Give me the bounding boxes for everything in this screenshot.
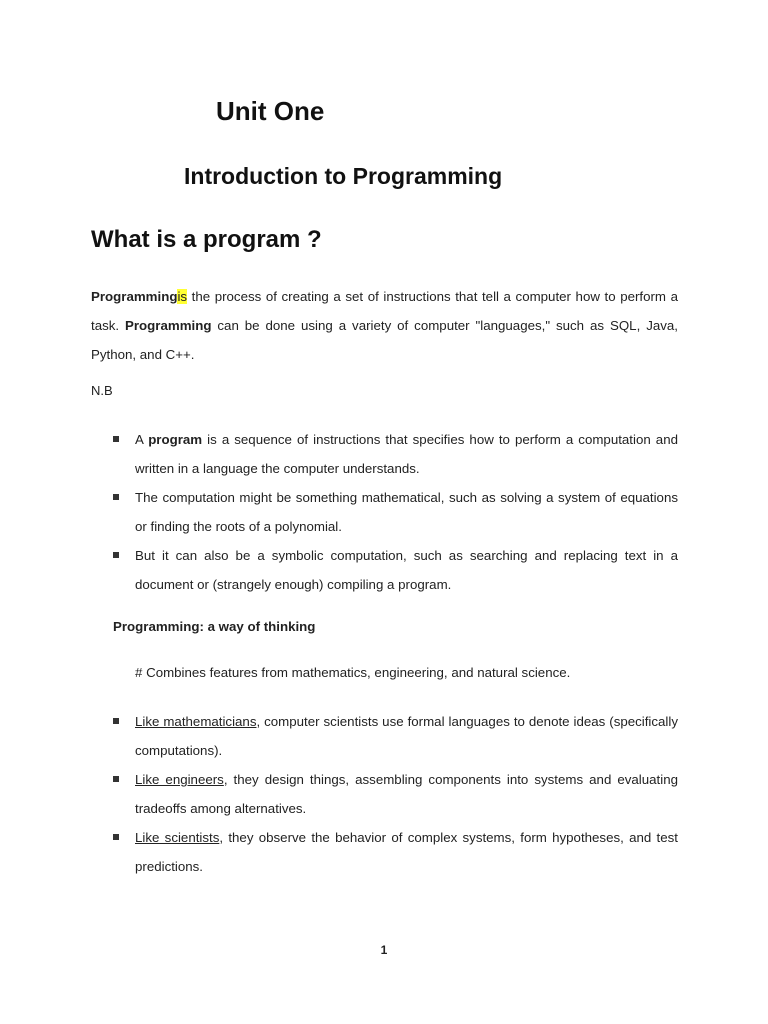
bold-term: program: [148, 432, 203, 447]
nb-label: N.B: [91, 383, 113, 398]
intro-text: can be done using a variety of computer "languages," such as SQL, Java, Python, and C++.: [91, 318, 678, 362]
item-text: , they observe the behavior of complex systems, form hypotheses, and test predictions.: [135, 830, 678, 874]
item-text: , computer scientists use formal languages to denote ideas (specifically computations).: [135, 714, 678, 758]
thinking-bullet-list: [113, 707, 678, 881]
underlined-term: Like mathematicians: [135, 714, 257, 729]
item-text: is a sequence of instructions that specifies how to perform a computation and written in a language the computer understands.: [135, 432, 678, 476]
list-item: [113, 425, 678, 483]
combines-note: # Combines features from mathematics, engineering, and natural science.: [135, 665, 571, 680]
item-text: , they design things, assembling components into systems and evaluating tradeoffs among alternatives.: [135, 772, 678, 816]
item-text: The computation might be something mathematical, such as solving a system of equations or finding the roots of a polynomial.: [135, 490, 678, 534]
square-bullet-icon: [113, 494, 119, 500]
highlighted-word: is: [177, 289, 188, 304]
bold-term: Programming: [91, 289, 178, 304]
unit-title: Unit One: [216, 96, 325, 126]
square-bullet-icon: [113, 552, 119, 558]
nb-bullet-list: [113, 425, 678, 599]
underlined-term: Like scientists: [135, 830, 220, 845]
intro-text: the process of creating a set of instructions that tell a computer how to perform a task.: [91, 289, 678, 333]
intro-paragraph: [91, 282, 678, 369]
item-text: But it can also be a symbolic computation, such as searching and replacing text in a document or (strangely enough) compiling a program.: [135, 548, 678, 592]
square-bullet-icon: [113, 436, 119, 442]
list-item: [113, 707, 678, 765]
list-item: [113, 483, 678, 541]
bold-term: Programming: [125, 318, 212, 333]
list-item: [113, 541, 678, 599]
underlined-term: Like engineers: [135, 772, 224, 787]
list-item: [113, 765, 678, 823]
square-bullet-icon: [113, 834, 119, 840]
section-heading: What is a program ?: [91, 226, 322, 253]
page-number: 1: [380, 943, 388, 957]
square-bullet-icon: [113, 776, 119, 782]
item-text: A: [135, 432, 149, 447]
chapter-title: Introduction to Programming: [184, 163, 503, 189]
list-item: [113, 823, 678, 881]
subsection-heading: Programming: a way of thinking: [113, 619, 316, 634]
square-bullet-icon: [113, 718, 119, 724]
